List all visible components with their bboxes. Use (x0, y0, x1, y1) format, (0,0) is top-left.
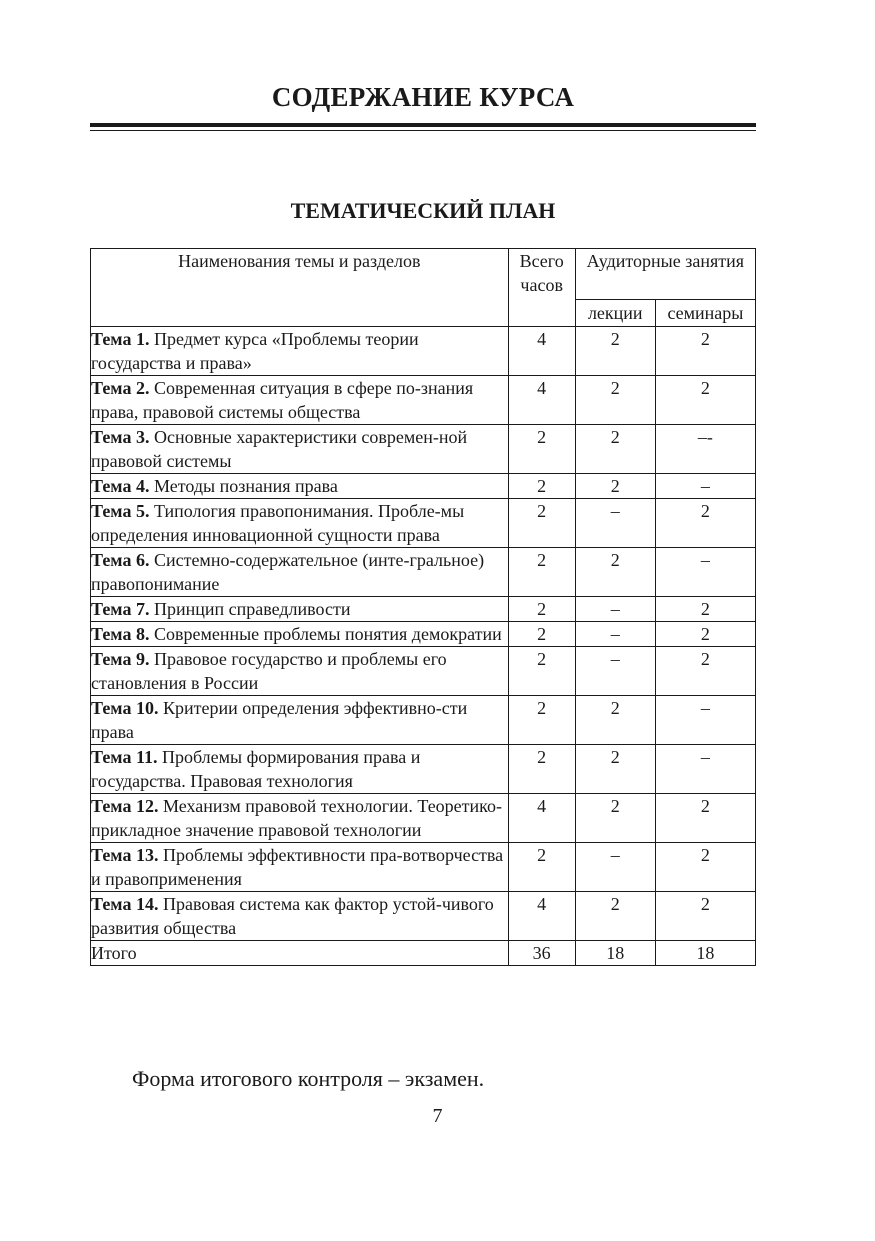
seminars-cell: – (655, 548, 755, 597)
topic-title: Предмет курса «Проблемы теории государства и права» (91, 329, 419, 373)
seminars-cell: 2 (655, 499, 755, 548)
topic-label: Тема 9. (91, 649, 150, 669)
hours-total-cell: 2 (508, 696, 575, 745)
lectures-cell: – (575, 622, 655, 647)
seminars-cell: 2 (655, 622, 755, 647)
table-row (91, 647, 756, 696)
hours-total-cell: 4 (508, 327, 575, 376)
seminars-cell: 2 (655, 327, 755, 376)
topic-label: Тема 4. (91, 476, 150, 496)
table-row (91, 548, 756, 597)
topic-cell (91, 327, 509, 376)
table-row (91, 474, 756, 499)
hours-total-cell: 2 (508, 597, 575, 622)
total-hours-sum: 36 (508, 941, 575, 966)
hours-total-cell: 2 (508, 474, 575, 499)
hours-total-cell: 2 (508, 745, 575, 794)
topic-label: Тема 2. (91, 378, 150, 398)
thematic-plan-table (90, 248, 756, 966)
total-seminars-sum: 18 (655, 941, 755, 966)
total-row (91, 941, 756, 966)
topic-title: Системно-содержательное (инте-гральное) правопонимание (91, 550, 485, 594)
control-form-note: Форма итогового контроля – экзамен. (132, 1066, 485, 1091)
table-row (91, 376, 756, 425)
lectures-cell: – (575, 597, 655, 622)
header-lectures: лекции (575, 300, 655, 327)
topic-title: Механизм правовой технологии. Теоретико-прикладное значение правовой технологии (91, 796, 502, 840)
lectures-cell: 2 (575, 745, 655, 794)
topic-label: Тема 1. (91, 329, 150, 349)
seminars-cell: – (655, 745, 755, 794)
topic-title: Методы познания права (153, 476, 338, 496)
lectures-cell: 2 (575, 548, 655, 597)
topic-label: Тема 3. (91, 427, 150, 447)
topic-cell (91, 745, 509, 794)
lectures-cell: 2 (575, 327, 655, 376)
topic-cell (91, 597, 509, 622)
hours-total-cell: 4 (508, 376, 575, 425)
topic-title: Современная ситуация в сфере по-знания права, правовой системы общества (91, 378, 474, 422)
topic-label: Тема 5. (91, 501, 150, 521)
lectures-cell: 2 (575, 794, 655, 843)
header-seminars: семинары (655, 300, 755, 327)
seminars-cell: 2 (655, 647, 755, 696)
seminars-cell: 2 (655, 843, 755, 892)
table-row (91, 696, 756, 745)
hours-total-cell: 2 (508, 548, 575, 597)
header-topic-name: Наименования темы и разделов (91, 249, 509, 327)
lectures-cell: – (575, 499, 655, 548)
topic-cell (91, 892, 509, 941)
seminars-cell: 2 (655, 597, 755, 622)
table-row (91, 622, 756, 647)
table-row (91, 892, 756, 941)
topic-cell (91, 548, 509, 597)
hours-total-cell: 2 (508, 647, 575, 696)
topic-label: Тема 8. (91, 624, 150, 644)
table-row (91, 745, 756, 794)
topic-label: Тема 11. (91, 747, 158, 767)
lectures-cell: 2 (575, 474, 655, 499)
table-row (91, 327, 756, 376)
seminars-cell: 2 (655, 376, 755, 425)
hours-total-cell: 2 (508, 843, 575, 892)
topic-title: Проблемы формирования права и государства. Правовая технология (91, 747, 421, 791)
topic-title: Типология правопонимания. Пробле-мы определения инновационной сущности права (91, 501, 465, 545)
lectures-cell: – (575, 843, 655, 892)
topic-label: Тема 12. (91, 796, 159, 816)
topic-label: Тема 10. (91, 698, 159, 718)
table-row (91, 425, 756, 474)
hours-total-cell: 2 (508, 622, 575, 647)
table-row (91, 597, 756, 622)
topic-label: Тема 7. (91, 599, 150, 619)
page-number: 7 (432, 1105, 443, 1127)
hours-total-cell: 4 (508, 794, 575, 843)
topic-title: Принцип справедливости (153, 599, 351, 619)
seminars-cell: –- (655, 425, 755, 474)
total-lectures-sum: 18 (575, 941, 655, 966)
page-heading: СОДЕРЖАНИЕ КУРСА (271, 82, 575, 112)
topic-title: Основные характеристики современ-ной правовой системы (91, 427, 468, 471)
hours-total-cell: 4 (508, 892, 575, 941)
header-total-hours: Всего часов (508, 249, 575, 327)
topic-title: Правовое государство и проблемы его становления в России (91, 649, 447, 693)
lectures-cell: 2 (575, 425, 655, 474)
hours-total-cell: 2 (508, 425, 575, 474)
table-row (91, 843, 756, 892)
table-body (91, 327, 756, 941)
topic-cell (91, 376, 509, 425)
table-row (91, 794, 756, 843)
heading-rule-thin (90, 130, 756, 131)
header-auditory-classes: Аудиторные занятия (575, 249, 755, 300)
topic-cell (91, 647, 509, 696)
total-label: Итого (91, 941, 509, 966)
hours-total-cell: 2 (508, 499, 575, 548)
lectures-cell: 2 (575, 892, 655, 941)
seminars-cell: – (655, 474, 755, 499)
topic-label: Тема 13. (91, 845, 159, 865)
topic-label: Тема 6. (91, 550, 150, 570)
lectures-cell: 2 (575, 376, 655, 425)
page-subheading: ТЕМАТИЧЕСКИЙ ПЛАН (290, 198, 556, 223)
topic-cell (91, 425, 509, 474)
topic-title: Современные проблемы понятия демократии (153, 624, 502, 644)
topic-title: Проблемы эффективности пра-вотворчества и правоприменения (91, 845, 504, 889)
topic-cell (91, 843, 509, 892)
topic-cell (91, 499, 509, 548)
lectures-cell: 2 (575, 696, 655, 745)
topic-title: Правовая система как фактор устой-чивого развития общества (91, 894, 494, 938)
topic-cell (91, 474, 509, 499)
table-row (91, 499, 756, 548)
topic-label: Тема 14. (91, 894, 159, 914)
topic-title: Критерии определения эффективно-сти права (91, 698, 468, 742)
lectures-cell: – (575, 647, 655, 696)
seminars-cell: – (655, 696, 755, 745)
topic-cell (91, 622, 509, 647)
topic-cell (91, 696, 509, 745)
heading-rule-thick (90, 123, 756, 127)
seminars-cell: 2 (655, 892, 755, 941)
topic-cell (91, 794, 509, 843)
seminars-cell: 2 (655, 794, 755, 843)
